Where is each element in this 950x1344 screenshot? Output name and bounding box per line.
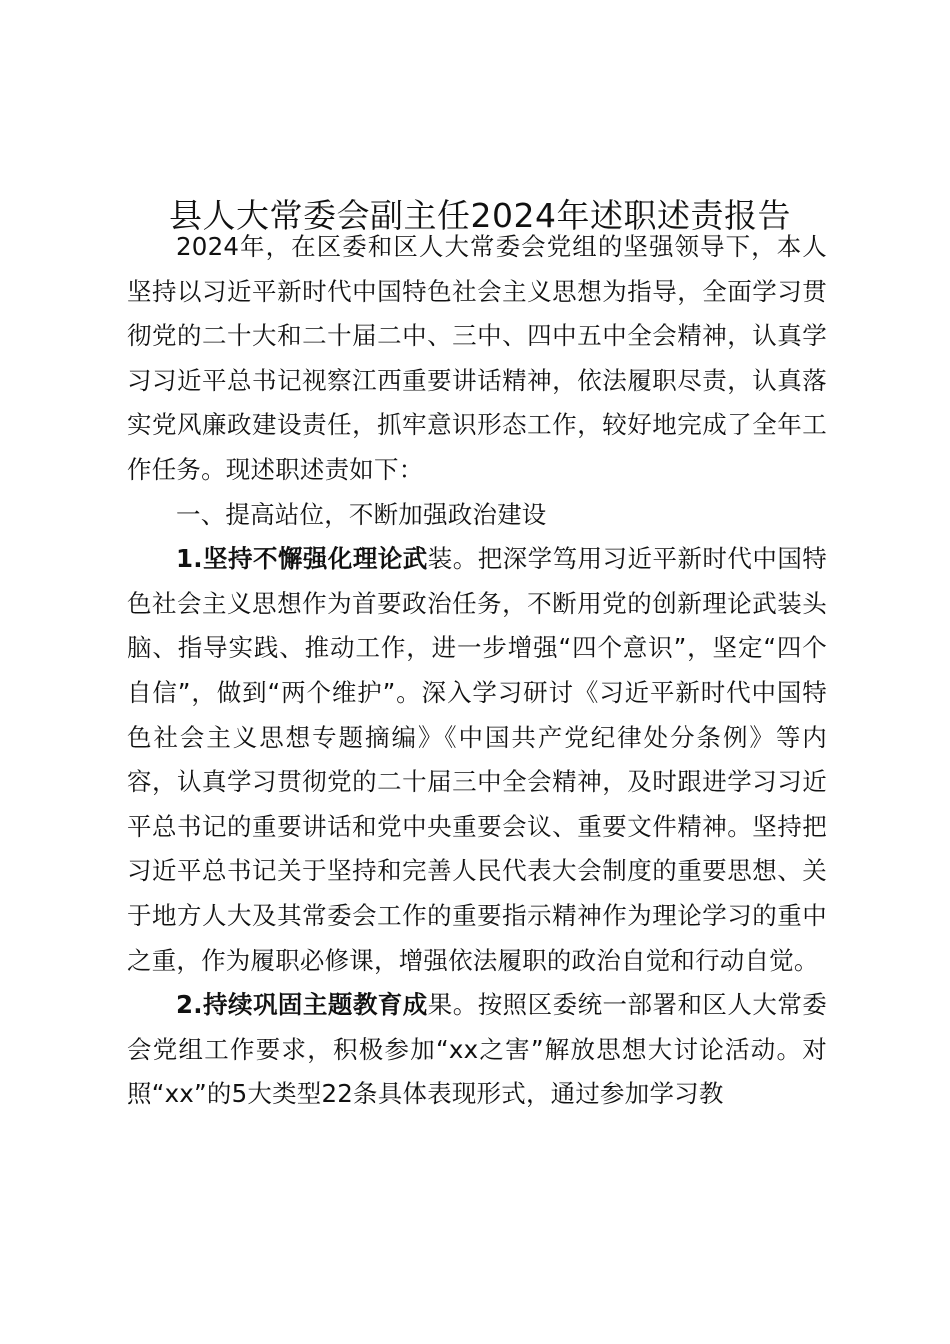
section-heading: 一、提高站位，不断加强政治建设	[176, 499, 547, 529]
document-title: 县人大常委会副主任2024年述职述责报告	[169, 196, 791, 236]
item-lead-2: 2.持续巩固主题教育成	[176, 990, 428, 1020]
item-paragraph-1	[127, 537, 827, 983]
item-lead-1: 1.坚持不懈强化理论武	[176, 544, 428, 574]
item-paragraph-2	[127, 983, 827, 1117]
intro-paragraph: 2024年，在区委和区人大常委会党组的坚强领导下，本人坚持以习近平新时代中国特色社会主义思想为指导，全面学习贯彻党的二十大和二十届二中、三中、四中五中全会精神，认真学习习近平总书记视察江西重要讲话精神，依法履职尽责，认真落实党风廉政建设责任，抓牢意识形态工作，较好地完成了全年工作任务。现述职述责如下：	[127, 232, 827, 484]
document-body	[127, 225, 827, 1117]
item-text-1: 装。把深学笃用习近平新时代中国特色社会主义思想作为首要政治任务，不断用党的创新理论武装头脑、指导实践、推动工作，进一步增强“四个意识”，坚定“四个自信”，做到“两个维护”。深入学习研讨《习近平新时代中国特色社会主义思想专题摘编》《中国共产党纪律处分条例》等内容，认真学习贯彻党的二十届三中全会精神，及时跟进学习习近平总书记的重要讲话和党中央重要会议、重要文件精神。坚持把习近平总书记关于坚持和完善人民代表大会制度的重要思想、关于地方人大及其常委会工作的重要指示精神作为理论学习的重中之重，作为履职必修课，增强依法履职的政治自觉和行动自觉。	[127, 544, 827, 975]
item-text-2: 果。按照区委统一部署和区人大常委会党组工作要求，积极参加“xx之害”解放思想大讨论活动。对照“xx”的5大类型22条具体表现形式，通过参加学习教	[127, 990, 827, 1109]
